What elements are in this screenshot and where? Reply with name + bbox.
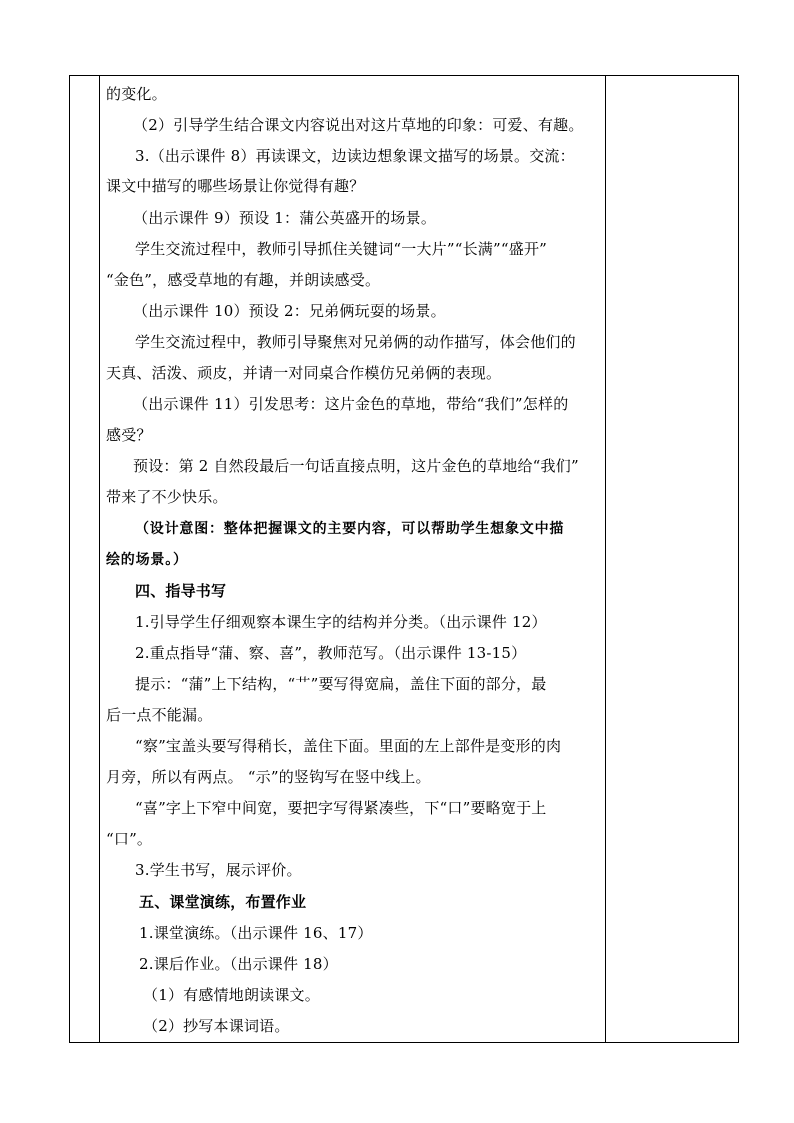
text-line: 的变化。 — [106, 85, 167, 103]
text-line: （出示课件 11）引发思考：这片金色的草地，带给“我们”怎样的 — [133, 395, 569, 413]
section-heading: 五、课堂演练，布置作业 — [139, 893, 307, 911]
text-line: 后一点不能漏。 — [106, 706, 213, 724]
text-line: “察”宝盖头要写得稍长，盖住下面。里面的左上部件是变形的肉 — [135, 737, 562, 755]
column-divider-left — [99, 75, 100, 1043]
text-line: （2）引导学生结合课文内容说出对这片草地的印象：可爱、有趣。 — [133, 116, 584, 134]
text-line: 预设：第 2 自然段最后一句话直接点明，这片金色的草地给“我们” — [133, 457, 579, 475]
text-line: 3.（出示课件 8）再读课文，边读边想象课文描写的场景。交流： — [135, 147, 575, 165]
text-line: 1.引导学生仔细观察本课生字的结构并分类。（出示课件 12） — [135, 613, 547, 631]
text-line: 学生交流过程中，教师引导聚焦对兄弟俩的动作描写，体会他们的 — [135, 333, 576, 351]
text-line: 2.重点指导“蒲、察、喜”，教师范写。（出示课件 13-15） — [135, 644, 527, 662]
text-line: 课文中描写的哪些场景让你觉得有趣？ — [106, 177, 365, 195]
text-line: 学生交流过程中，教师引导抓住关键词“一大片”“长满”“盛开” — [135, 240, 548, 258]
design-intent: （设计意图：整体把握课文的主要内容，可以帮助学生想象文中描 — [135, 521, 565, 537]
column-divider-right — [605, 75, 606, 1043]
section-heading: 四、指导书写 — [135, 582, 227, 600]
text-line: “口”。 — [106, 830, 153, 848]
design-intent: 绘的场景。） — [106, 552, 188, 568]
text-line: 2.课后作业。（出示课件 18） — [139, 955, 338, 973]
text-line: 3.学生书写，展示评价。 — [135, 861, 302, 879]
text-line: （2）抄写本课词语。 — [143, 1017, 290, 1035]
text-line: 1.课堂演练。（出示课件 16、17） — [139, 924, 373, 942]
text-line: “喜”字上下窄中间宽，要把字写得紧凑些，下“口”要略宽于上 — [135, 799, 547, 817]
text-line: “金色”，感受草地的有趣，并朗读感受。 — [106, 271, 381, 289]
text-line: （1）有感情地朗读课文。 — [143, 986, 320, 1004]
text-line: （出示课件 10）预设 2：兄弟俩玩耍的场景。 — [133, 302, 446, 320]
text-line: 带来了不少快乐。 — [106, 488, 228, 506]
text-line: 天真、活泼、顽皮，并请一对同桌合作模仿兄弟俩的表现。 — [106, 364, 502, 382]
text-line: 提示：“蒲”上下结构，“艹”要写得宽扁，盖住下面的部分，最 — [135, 675, 547, 693]
text-line: 月旁，所以有两点。 “示”的竖钩写在竖中线上。 — [106, 768, 431, 786]
text-line: （出示课件 9）预设 1：蒲公英盛开的场景。 — [133, 209, 437, 227]
text-line: 感受？ — [106, 426, 152, 444]
